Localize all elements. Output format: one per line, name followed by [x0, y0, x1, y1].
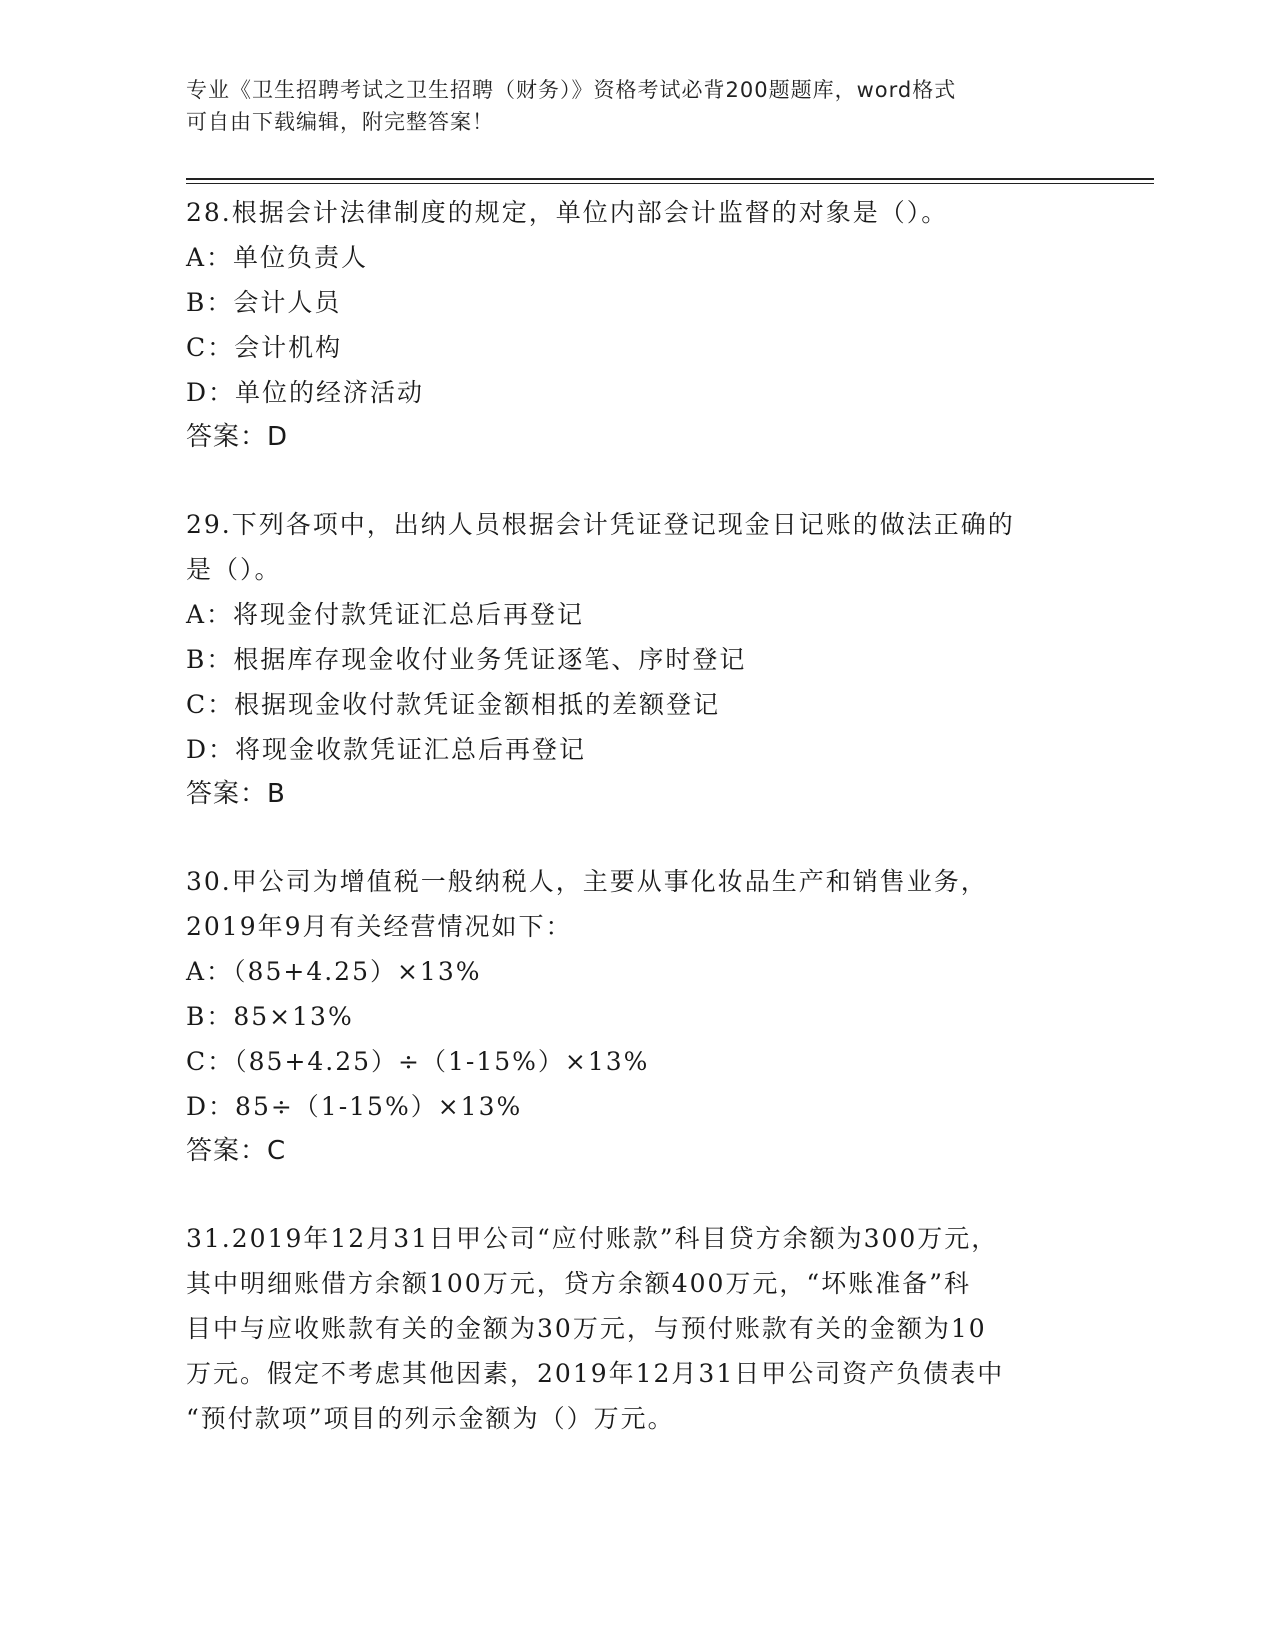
option-a: A：单位负责人: [186, 243, 369, 272]
option-c: C：（85+4.25）÷（1-15%）×13%: [186, 1047, 650, 1076]
question-stem: “预付款项”项目的列示金额为（）万元。: [186, 1404, 675, 1433]
answer-label: 答案：B: [186, 779, 286, 809]
question-stem: 万元。假定不考虑其他因素，2019年12月31日甲公司资产负债表中: [186, 1359, 1005, 1388]
option-c: C：根据现金收付款凭证金额相抵的差额登记: [186, 690, 721, 719]
question-stem: 28.根据会计法律制度的规定，单位内部会计监督的对象是（）。: [186, 198, 949, 227]
option-c: C：会计机构: [186, 333, 343, 362]
question-stem: 其中明细账借方余额100万元，贷方余额400万元，“坏账准备”科: [186, 1269, 971, 1298]
option-d: D：单位的经济活动: [186, 378, 425, 407]
header-line-2: 可自由下载编辑，附完整答案！: [186, 110, 494, 134]
option-b: B：会计人员: [186, 288, 342, 317]
option-a: A：（85+4.25）×13%: [186, 957, 482, 986]
option-b: B：根据库存现金收付业务凭证逐笔、序时登记: [186, 645, 747, 674]
answer-label: 答案：C: [186, 1136, 287, 1166]
header-divider-thin: [186, 183, 1154, 184]
question-stem: 30.甲公司为增值税一般纳税人，主要从事化妆品生产和销售业务，: [186, 867, 988, 896]
option-d: D：将现金收款凭证汇总后再登记: [186, 735, 587, 764]
header-line-1: 专业《卫生招聘考试之卫生招聘（财务）》资格考试必背200题题库，word格式: [186, 78, 957, 102]
option-a: A：将现金付款凭证汇总后再登记: [186, 600, 585, 629]
question-stem: 2019年9月有关经营情况如下：: [186, 912, 573, 941]
question-31: [186, 1216, 1086, 1441]
option-b: B：85×13%: [186, 1002, 354, 1031]
question-29: [186, 502, 1086, 817]
question-30: [186, 859, 1086, 1174]
question-28: [186, 190, 1086, 460]
header-divider-thick: [186, 178, 1154, 180]
question-stem: 目中与应收账款有关的金额为30万元，与预付账款有关的金额为10: [186, 1314, 987, 1343]
answer-label: 答案：D: [186, 422, 289, 452]
option-d: D：85÷（1-15%）×13%: [186, 1092, 523, 1121]
question-stem: 31.2019年12月31日甲公司“应付账款”科目贷方余额为300万元，: [186, 1224, 999, 1253]
question-list: [186, 190, 1086, 1483]
question-stem: 是（）。: [186, 555, 282, 584]
question-stem: 29.下列各项中，出纳人员根据会计凭证登记现金日记账的做法正确的: [186, 510, 1015, 539]
document-header: [186, 74, 1086, 138]
